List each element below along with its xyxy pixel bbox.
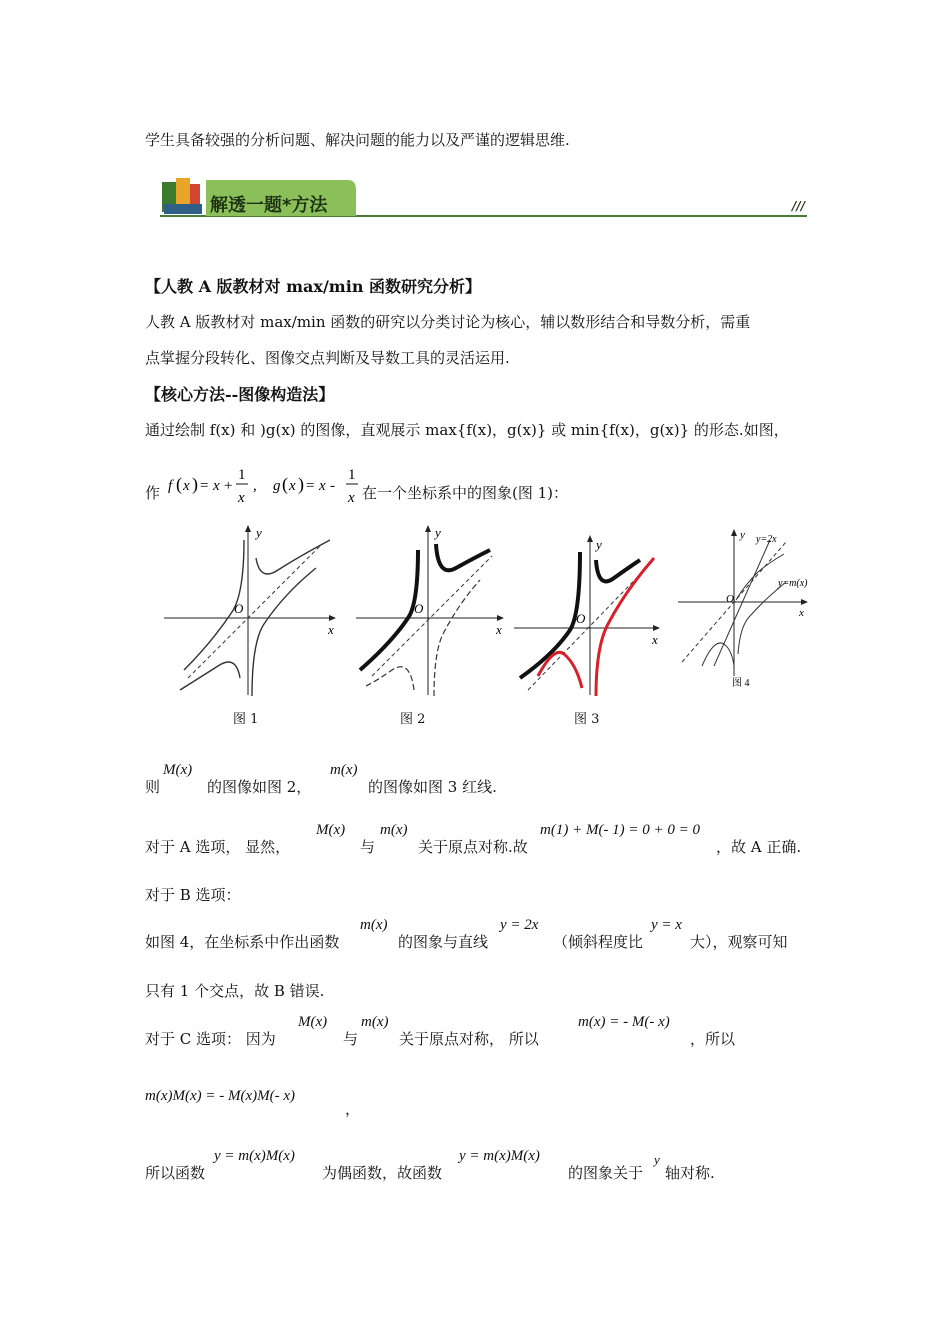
paragraph-text: 如图 4，在坐标系中作出函数 [145,933,340,951]
svg-text:x: x [238,490,245,506]
paragraph-text: （倾斜程度比 [553,933,644,951]
paragraph-text: 所以函数 [145,1164,206,1182]
math-m: m(x) [380,822,408,838]
svg-text:,: , [253,478,257,494]
figure-1 [160,520,340,700]
paragraph-text: 与 [360,838,376,856]
section-heading-textbook: 【人教 A 版教材对 max/min 函数研究分析】 [145,277,482,296]
curve-label-m: y=m(x) [778,578,808,589]
figure-caption: 图 4 [732,678,750,689]
svg-text:g: g [273,478,281,494]
y-axis-label: y [740,529,745,541]
origin-label: O [576,611,586,626]
paragraph-text: 对于 B 选项： [145,886,241,904]
math-M: M(x) [298,1014,328,1030]
x-axis-label: x [652,632,658,647]
paragraph-text: ， [345,1100,361,1118]
svg-text:x: x [213,478,220,494]
paragraph-text: 大），观察可知 [690,933,788,951]
x-axis-label: x [496,622,502,637]
math-equation: m(x)M(x) = - M(x)M(- x) [145,1088,296,1104]
math-M: M(x) [316,822,346,838]
paragraph-text: 轴对称. [665,1164,715,1182]
figure-3 [510,520,670,700]
svg-text:=: = [200,478,209,494]
svg-text:x: x [319,478,326,494]
paragraph-text: 作 [145,484,161,502]
paragraph-text: 为偶函数，故函数 [322,1164,443,1182]
paragraph-text: 的图像如图 2， [207,778,312,796]
origin-label: O [234,601,244,616]
x-axis-label: x [799,607,804,619]
paragraph-text: 与 [343,1030,359,1048]
paragraph-text: 则 [145,778,161,796]
paragraph-line: 点掌握分段转化、图像交点判断及导数工具的灵活运用. [145,349,510,367]
intro-text: 学生具备较强的分析问题、解决问题的能力以及严谨的逻辑思维. [145,131,570,149]
paragraph-text: 关于原点对称， 所以 [399,1030,539,1048]
math-equation: y = 2x [500,917,539,933]
math-m: m(x) [330,762,358,778]
svg-text:1: 1 [348,467,356,483]
math-equation: m(x) = - M(- x) [578,1014,670,1030]
math-m: m(x) [361,1014,389,1030]
svg-text:+: + [224,478,233,494]
svg-text:): ) [192,474,198,494]
svg-text:f: f [168,478,173,494]
paragraph-text: 只有 1 个交点，故 B 错误. [145,982,325,1000]
y-axis-label: y [435,525,441,540]
paragraph-text: 对于 C 选项： 因为 [145,1030,276,1048]
line-label-2x: y=2x [756,534,777,545]
figure-4 [674,526,824,696]
figure-caption: 图 3 [574,712,600,727]
origin-label: O [414,601,424,616]
svg-text:): ) [298,474,304,494]
svg-text:x: x [289,478,296,494]
svg-text:(: ( [176,474,182,494]
svg-text:-: - [330,478,335,494]
math-m: m(x) [360,917,388,933]
svg-text:=: = [306,478,315,494]
y-axis-label: y [256,525,262,540]
math-equation: y = m(x)M(x) [459,1148,540,1164]
paragraph-text: ，所以 [690,1030,736,1048]
math-equation: y = x [651,917,682,933]
paragraph-text: ，故 A 正确. [716,838,802,856]
y-axis-label: y [596,537,602,552]
math-equation: y = m(x)M(x) [214,1148,295,1164]
origin-label: O [726,593,734,605]
paragraph-text: 的图象与直线 [398,933,489,951]
paragraph-text: 的图像如图 3 红线. [368,778,497,796]
svg-text:x: x [348,490,355,506]
math-y: y [654,1152,660,1167]
x-axis-label: x [328,622,334,637]
math-M: M(x) [163,762,193,778]
svg-text:x: x [183,478,190,494]
paragraph-text: 的图象关于 [568,1164,644,1182]
figure-caption: 图 2 [400,712,426,727]
function-definitions [165,463,365,511]
banner-title: 解透一题*方法 [210,195,328,216]
banner-deco: /// [792,199,806,213]
paragraph-line: 人教 A 版教材对 max/min 函数的研究以分类讨论为核心，辅以数形结合和导数分析，需重 [145,313,751,331]
figure-2 [352,520,512,700]
paragraph-text: 对于 A 选项， 显然， [145,838,291,856]
paragraph-line: 通过绘制 f(x) 和 )g(x) 的图像，直观展示 max{f(x)，g(x)} 或 min{f(x)，g(x)} 的形态.如图， [145,421,789,439]
math-equation: m(1) + M(- 1) = 0 + 0 = 0 [540,822,701,838]
svg-text:(: ( [282,474,288,494]
section-heading-method: 【核心方法--图像构造法】 [145,385,335,404]
paragraph-text: 在一个坐标系中的图象(图 1)： [362,484,569,502]
figure-caption: 图 1 [233,712,259,727]
paragraph-text: 关于原点对称.故 [418,838,528,856]
svg-text:1: 1 [238,467,246,483]
